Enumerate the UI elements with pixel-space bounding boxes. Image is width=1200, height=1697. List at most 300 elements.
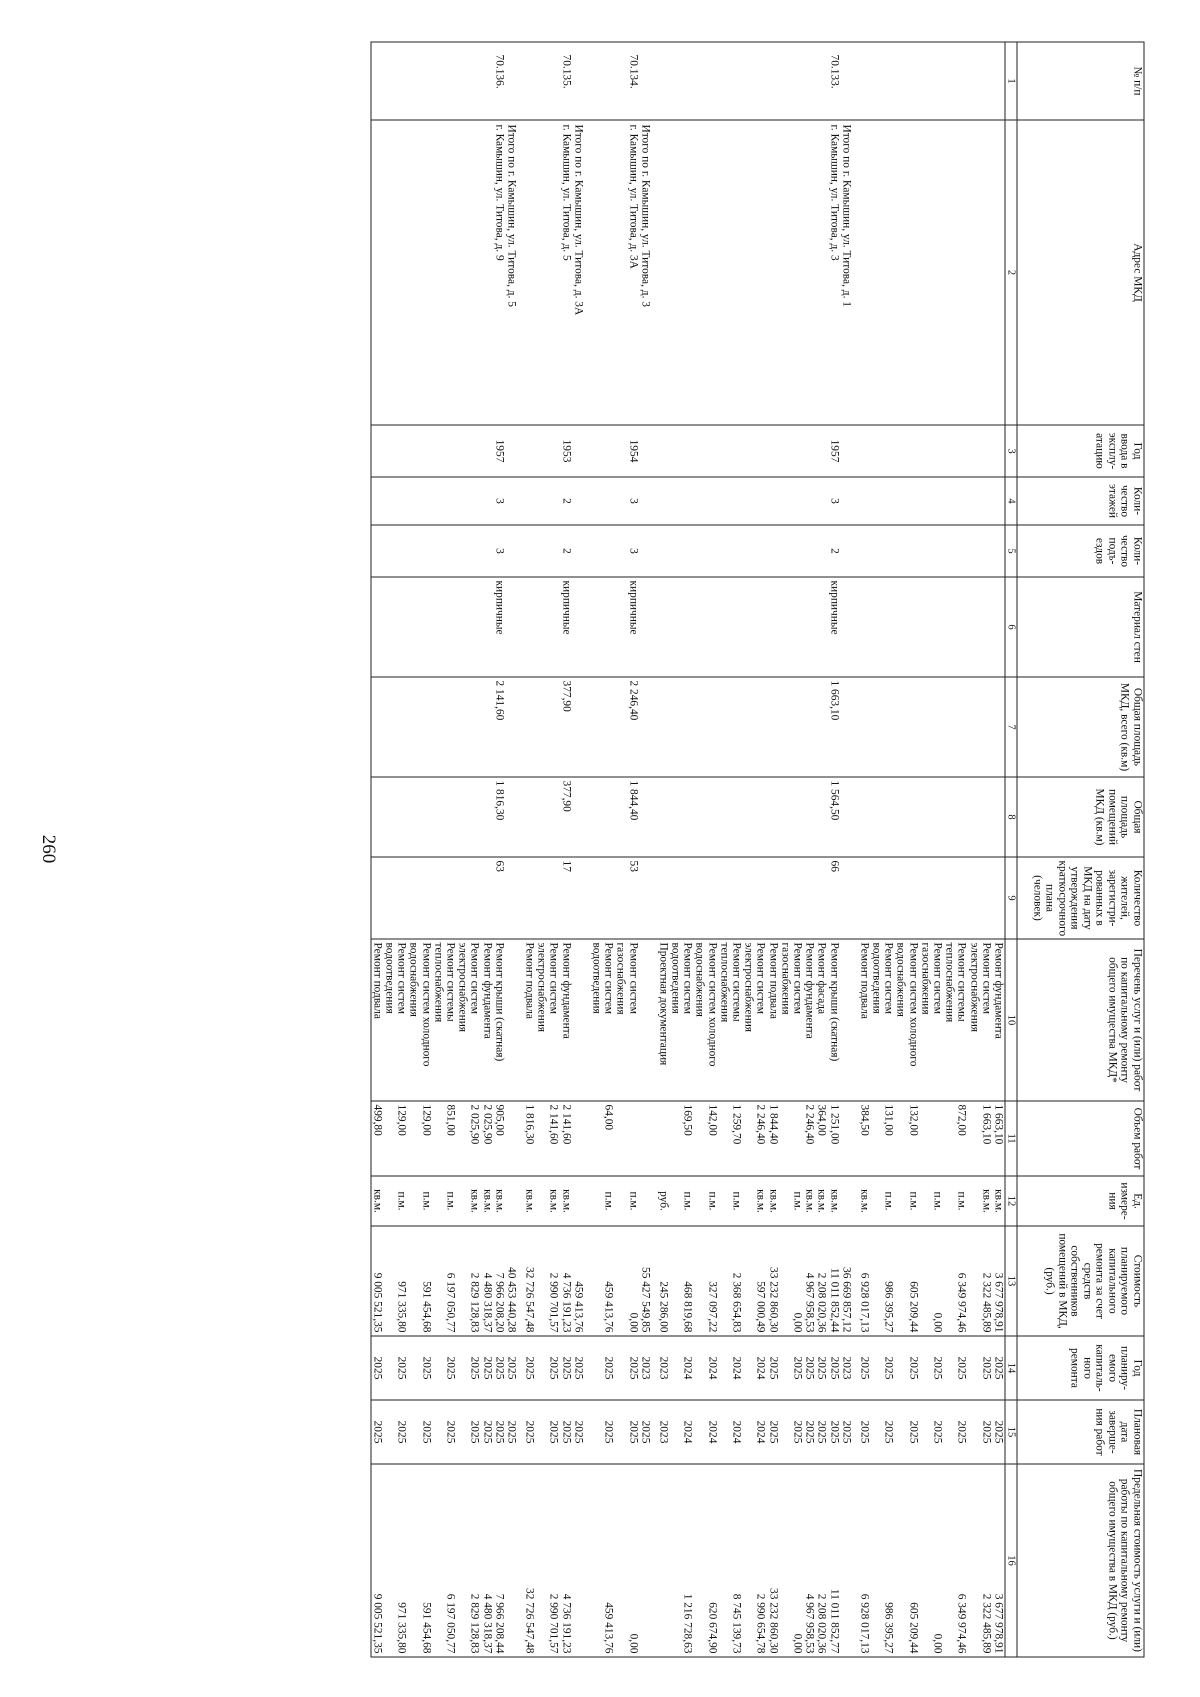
- address-cell: [718, 120, 730, 425]
- residents-count-cell: [572, 857, 590, 939]
- premises-area-cell: 1 816,30: [493, 777, 505, 857]
- premises-area-cell: [870, 777, 882, 857]
- row-number-cell: [718, 42, 730, 120]
- page-number: 260: [38, 834, 59, 864]
- total-row: [572, 42, 590, 1657]
- work-type-cell: теплоснабжения: [943, 939, 955, 1101]
- address-cell: Итого по г. Камышин, ул. Титова, д. 3: [639, 120, 657, 425]
- work-type-cell: водоотведения: [870, 939, 882, 1101]
- work-volume-cell: 64,00: [602, 1101, 614, 1176]
- entrances-count-cell: [536, 525, 548, 577]
- unit-cell: кв.м.: [481, 1176, 493, 1226]
- work-type-cell: Ремонт систем: [396, 939, 408, 1101]
- premises-area-cell: [615, 777, 627, 857]
- limit-cost-cell: [694, 1464, 706, 1657]
- address-cell: [931, 120, 943, 425]
- column-number: 1: [1005, 42, 1017, 120]
- unit-cell: кв.м.: [816, 1176, 828, 1226]
- work-type-cell: теплоснабжения: [718, 939, 730, 1101]
- floors-count-cell: [943, 477, 955, 525]
- row-number-cell: [931, 42, 943, 120]
- column-number: 14: [1005, 1336, 1017, 1400]
- unit-cell: п.м.: [706, 1176, 718, 1226]
- total-area-cell: [536, 677, 548, 777]
- planned-year-cell: 2024: [730, 1336, 742, 1400]
- entrances-count-cell: [371, 525, 384, 577]
- unit-cell: кв.м.: [523, 1176, 535, 1226]
- floors-count-cell: [408, 477, 420, 525]
- commission-year-cell: [840, 425, 858, 477]
- work-type-cell: Ремонт подвала: [371, 939, 384, 1101]
- entrances-count-cell: [791, 525, 803, 577]
- work-type-cell: Ремонт системы: [730, 939, 742, 1101]
- row-number-cell: [536, 42, 548, 120]
- limit-cost-cell: 0,00: [931, 1464, 943, 1657]
- work-type-cell: водоотведения: [590, 939, 602, 1101]
- residents-count-cell: [444, 857, 456, 939]
- planned-year-cell: [779, 1336, 791, 1400]
- planned-year-cell: 2024: [755, 1336, 767, 1400]
- premises-area-cell: [590, 777, 602, 857]
- planned-cost-cell: [694, 1226, 706, 1336]
- address-cell: Итого по г. Камышин, ул. Титова, д. 1: [840, 120, 858, 425]
- limit-cost-cell: [383, 1464, 395, 1657]
- work-volume-cell: [457, 1101, 469, 1176]
- commission-year-cell: [791, 425, 803, 477]
- premises-area-cell: [602, 777, 614, 857]
- floors-count-cell: [383, 477, 395, 525]
- premises-area-cell: [505, 777, 523, 857]
- premises-area-cell: [469, 777, 481, 857]
- total-area-cell: 1 663,10: [828, 677, 840, 777]
- table-row: [742, 42, 754, 1657]
- entrances-count-cell: [943, 525, 955, 577]
- table-row: [548, 42, 560, 1657]
- commission-year-cell: [870, 425, 882, 477]
- column-number: 6: [1005, 577, 1017, 677]
- floors-count-cell: [457, 477, 469, 525]
- work-type-cell: электроснабжения: [457, 939, 469, 1101]
- planned-cost-cell: 4 967 958,53: [803, 1226, 815, 1336]
- total-area-cell: [432, 677, 444, 777]
- work-type-cell: [639, 939, 657, 1101]
- residents-count-cell: 63: [493, 857, 505, 939]
- work-volume-cell: [536, 1101, 548, 1176]
- header-cell: Объем работ: [1017, 1101, 1144, 1176]
- wall-material-cell: [779, 577, 791, 677]
- commission-year-cell: [444, 425, 456, 477]
- floors-count-cell: [730, 477, 742, 525]
- planned-cost-cell: 3 677 978,91: [992, 1226, 1005, 1336]
- premises-area-cell: [396, 777, 408, 857]
- commission-year-cell: [980, 425, 992, 477]
- commission-year-cell: [895, 425, 907, 477]
- unit-cell: кв.м.: [980, 1176, 992, 1226]
- planned-year-cell: 2025: [523, 1336, 535, 1400]
- planned-cost-cell: 327 097,22: [706, 1226, 718, 1336]
- row-number-cell: [694, 42, 706, 120]
- premises-area-cell: [767, 777, 779, 857]
- residents-count-cell: [639, 857, 657, 939]
- limit-cost-cell: 11 011 852,77: [828, 1464, 840, 1657]
- premises-area-cell: [803, 777, 815, 857]
- row-number-cell: [858, 42, 870, 120]
- work-volume-cell: [615, 1101, 627, 1176]
- entrances-count-cell: [505, 525, 523, 577]
- planned-cost-cell: 0,00: [931, 1226, 943, 1336]
- planned-cost-cell: 591 454,68: [420, 1226, 432, 1336]
- header-cell: Год ввода в эксплу-атацию: [1017, 425, 1144, 477]
- wall-material-cell: [536, 577, 548, 677]
- total-area-cell: [669, 677, 681, 777]
- planned-cost-cell: [615, 1226, 627, 1336]
- work-type-cell: Ремонт систем: [681, 939, 693, 1101]
- limit-cost-cell: 6 197 050,77: [444, 1464, 456, 1657]
- unit-cell: [572, 1176, 590, 1226]
- entrances-count-cell: [767, 525, 779, 577]
- residents-count-cell: [882, 857, 894, 939]
- work-volume-cell: [572, 1101, 590, 1176]
- table-row: [943, 42, 955, 1657]
- work-volume-cell: [742, 1101, 754, 1176]
- end-year-cell: 2025: [444, 1400, 456, 1464]
- table-row: [396, 42, 408, 1657]
- unit-cell: [968, 1176, 980, 1226]
- residents-count-cell: [742, 857, 754, 939]
- work-type-cell: [572, 939, 590, 1101]
- wall-material-cell: [657, 577, 669, 677]
- entrances-count-cell: [730, 525, 742, 577]
- work-type-cell: [840, 939, 858, 1101]
- row-number-cell: 70.133.: [828, 42, 840, 120]
- residents-count-cell: [615, 857, 627, 939]
- premises-area-cell: [779, 777, 791, 857]
- wall-material-cell: [694, 577, 706, 677]
- residents-count-cell: [706, 857, 718, 939]
- end-year-cell: 2024: [706, 1400, 718, 1464]
- end-year-cell: 2025: [572, 1400, 590, 1464]
- total-area-cell: [420, 677, 432, 777]
- work-type-cell: водоотведения: [669, 939, 681, 1101]
- address-cell: [968, 120, 980, 425]
- premises-area-cell: [420, 777, 432, 857]
- planned-cost-cell: 459 413,76: [602, 1226, 614, 1336]
- wall-material-cell: кирпичные: [493, 577, 505, 677]
- planned-year-cell: [408, 1336, 420, 1400]
- entrances-count-cell: [968, 525, 980, 577]
- table-row: [523, 42, 535, 1657]
- end-year-cell: 2024: [681, 1400, 693, 1464]
- work-type-cell: Ремонт систем: [931, 939, 943, 1101]
- planned-year-cell: [919, 1336, 931, 1400]
- wall-material-cell: [572, 577, 590, 677]
- premises-area-cell: [408, 777, 420, 857]
- commission-year-cell: [907, 425, 919, 477]
- address-cell: [432, 120, 444, 425]
- residents-count-cell: [870, 857, 882, 939]
- row-number-cell: [791, 42, 803, 120]
- planned-cost-cell: 2 368 654,83: [730, 1226, 742, 1336]
- work-type-cell: теплоснабжения: [432, 939, 444, 1101]
- wall-material-cell: [548, 577, 560, 677]
- row-number-cell: [968, 42, 980, 120]
- row-number-cell: [523, 42, 535, 120]
- wall-material-cell: [383, 577, 395, 677]
- planned-year-cell: 2024: [681, 1336, 693, 1400]
- floors-count-cell: [602, 477, 614, 525]
- limit-cost-cell: 1 216 728,63: [681, 1464, 693, 1657]
- planned-cost-cell: 245 286,00: [657, 1226, 669, 1336]
- total-area-cell: [444, 677, 456, 777]
- unit-cell: кв.м.: [803, 1176, 815, 1226]
- planned-year-cell: 2025: [882, 1336, 894, 1400]
- premises-area-cell: [968, 777, 980, 857]
- commission-year-cell: 1953: [560, 425, 572, 477]
- wall-material-cell: [980, 577, 992, 677]
- planned-year-cell: 2025: [396, 1336, 408, 1400]
- floors-count-cell: [718, 477, 730, 525]
- end-year-cell: 2025: [602, 1400, 614, 1464]
- total-area-cell: [840, 677, 858, 777]
- commission-year-cell: [882, 425, 894, 477]
- address-cell: [706, 120, 718, 425]
- wall-material-cell: [615, 577, 627, 677]
- address-cell: г. Камышин, ул. Титова, д. 3А: [627, 120, 639, 425]
- unit-cell: [779, 1176, 791, 1226]
- premises-area-cell: [956, 777, 968, 857]
- planned-cost-cell: 32 726 547,48: [523, 1226, 535, 1336]
- premises-area-cell: [919, 777, 931, 857]
- planned-year-cell: 2025: [420, 1336, 432, 1400]
- limit-cost-cell: [505, 1464, 523, 1657]
- unit-cell: [457, 1176, 469, 1226]
- table-row: [481, 42, 493, 1657]
- work-volume-cell: [718, 1101, 730, 1176]
- row-number-cell: [803, 42, 815, 120]
- limit-cost-cell: 32 726 547,48: [523, 1464, 535, 1657]
- row-number-cell: 70.134.: [627, 42, 639, 120]
- table-row: [895, 42, 907, 1657]
- entrances-count-cell: [383, 525, 395, 577]
- work-type-cell: Ремонт систем холодного: [907, 939, 919, 1101]
- end-year-cell: 2025: [639, 1400, 657, 1464]
- residents-count-cell: [523, 857, 535, 939]
- column-number: 2: [1005, 120, 1017, 425]
- entrances-count-cell: [432, 525, 444, 577]
- table-row: [870, 42, 882, 1657]
- row-number-cell: [919, 42, 931, 120]
- limit-cost-cell: 986 395,27: [882, 1464, 894, 1657]
- work-type-cell: Ремонт систем: [602, 939, 614, 1101]
- floors-count-cell: [791, 477, 803, 525]
- residents-count-cell: [432, 857, 444, 939]
- floors-count-cell: [779, 477, 791, 525]
- end-year-cell: 2025: [371, 1400, 384, 1464]
- residents-count-cell: 66: [828, 857, 840, 939]
- unit-cell: [432, 1176, 444, 1226]
- commission-year-cell: [956, 425, 968, 477]
- work-volume-cell: [657, 1101, 669, 1176]
- row-number-cell: [615, 42, 627, 120]
- unit-cell: п.м.: [681, 1176, 693, 1226]
- entrances-count-cell: [602, 525, 614, 577]
- entrances-count-cell: [548, 525, 560, 577]
- commission-year-cell: [457, 425, 469, 477]
- planned-year-cell: [432, 1336, 444, 1400]
- unit-cell: кв.м.: [371, 1176, 384, 1226]
- planned-year-cell: 2023: [639, 1336, 657, 1400]
- limit-cost-cell: 2 990 654,78: [755, 1464, 767, 1657]
- commission-year-cell: [858, 425, 870, 477]
- entrances-count-cell: [457, 525, 469, 577]
- end-year-cell: 2025: [956, 1400, 968, 1464]
- row-number-cell: [657, 42, 669, 120]
- table-row: [718, 42, 730, 1657]
- unit-cell: кв.м.: [560, 1176, 572, 1226]
- table-row: [444, 42, 456, 1657]
- planned-cost-cell: 33 232 860,30: [767, 1226, 779, 1336]
- entrances-count-cell: [919, 525, 931, 577]
- address-cell: [803, 120, 815, 425]
- end-year-cell: [590, 1400, 602, 1464]
- entrances-count-cell: [931, 525, 943, 577]
- work-volume-cell: 1 816,30: [523, 1101, 535, 1176]
- floors-count-cell: [615, 477, 627, 525]
- total-row: [639, 42, 657, 1657]
- header-cell: Материал стен: [1017, 577, 1144, 677]
- column-number: 13: [1005, 1226, 1017, 1336]
- entrances-count-cell: [572, 525, 590, 577]
- end-year-cell: [669, 1400, 681, 1464]
- commission-year-cell: [931, 425, 943, 477]
- residents-count-cell: [371, 857, 384, 939]
- work-type-cell: Ремонт систем: [755, 939, 767, 1101]
- total-area-cell: [657, 677, 669, 777]
- row-number-cell: [742, 42, 754, 120]
- commission-year-cell: [730, 425, 742, 477]
- planned-year-cell: 2025: [907, 1336, 919, 1400]
- unit-cell: кв.м.: [767, 1176, 779, 1226]
- limit-cost-cell: [943, 1464, 955, 1657]
- row-number-cell: [895, 42, 907, 120]
- work-volume-cell: [779, 1101, 791, 1176]
- limit-cost-cell: [639, 1464, 657, 1657]
- planned-year-cell: 2025: [548, 1336, 560, 1400]
- work-volume-cell: [627, 1101, 639, 1176]
- floors-count-cell: [755, 477, 767, 525]
- unit-cell: руб.: [657, 1176, 669, 1226]
- work-type-cell: Ремонт систем холодного: [420, 939, 432, 1101]
- total-area-cell: [548, 677, 560, 777]
- wall-material-cell: [956, 577, 968, 677]
- premises-area-cell: [694, 777, 706, 857]
- work-volume-cell: 169,50: [681, 1101, 693, 1176]
- row-number-cell: 70.135.: [560, 42, 572, 120]
- residents-count-cell: [536, 857, 548, 939]
- wall-material-cell: [870, 577, 882, 677]
- wall-material-cell: кирпичные: [627, 577, 639, 677]
- total-area-cell: [816, 677, 828, 777]
- limit-cost-cell: 459 413,76: [602, 1464, 614, 1657]
- residents-count-cell: [968, 857, 980, 939]
- limit-cost-cell: [968, 1464, 980, 1657]
- work-type-cell: Ремонт крыши (скатная): [828, 939, 840, 1101]
- planned-year-cell: 2025: [627, 1336, 639, 1400]
- limit-cost-cell: [408, 1464, 420, 1657]
- row-number-cell: [420, 42, 432, 120]
- table-row: [767, 42, 779, 1657]
- entrances-count-cell: [980, 525, 992, 577]
- end-year-cell: 2025: [931, 1400, 943, 1464]
- residents-count-cell: [408, 857, 420, 939]
- floors-count-cell: [840, 477, 858, 525]
- premises-area-cell: [669, 777, 681, 857]
- commission-year-cell: [548, 425, 560, 477]
- address-cell: [742, 120, 754, 425]
- work-volume-cell: [505, 1101, 523, 1176]
- premises-area-cell: [457, 777, 469, 857]
- end-year-cell: [779, 1400, 791, 1464]
- unit-cell: [383, 1176, 395, 1226]
- planned-year-cell: [718, 1336, 730, 1400]
- floors-count-cell: [396, 477, 408, 525]
- floors-count-cell: 3: [627, 477, 639, 525]
- premises-area-cell: [681, 777, 693, 857]
- residents-count-cell: [907, 857, 919, 939]
- work-volume-cell: 851,00: [444, 1101, 456, 1176]
- wall-material-cell: [803, 577, 815, 677]
- premises-area-cell: [730, 777, 742, 857]
- floors-count-cell: [469, 477, 481, 525]
- work-type-cell: Проектная документация: [657, 939, 669, 1101]
- residents-count-cell: [457, 857, 469, 939]
- total-area-cell: [694, 677, 706, 777]
- row-number-cell: [457, 42, 469, 120]
- work-type-cell: электроснабжения: [968, 939, 980, 1101]
- rotated-table-sheet: [57, 42, 1145, 1657]
- address-cell: [816, 120, 828, 425]
- entrances-count-cell: [742, 525, 754, 577]
- residents-count-cell: 17: [560, 857, 572, 939]
- end-year-cell: [536, 1400, 548, 1464]
- row-number-cell: [730, 42, 742, 120]
- entrances-count-cell: [870, 525, 882, 577]
- limit-cost-cell: [840, 1464, 858, 1657]
- planned-cost-cell: [718, 1226, 730, 1336]
- work-volume-cell: [895, 1101, 907, 1176]
- address-cell: [730, 120, 742, 425]
- planned-year-cell: 2025: [791, 1336, 803, 1400]
- work-type-cell: Ремонт подвала: [858, 939, 870, 1101]
- total-area-cell: [943, 677, 955, 777]
- total-area-cell: [481, 677, 493, 777]
- premises-area-cell: [481, 777, 493, 857]
- unit-cell: [505, 1176, 523, 1226]
- planned-year-cell: [968, 1336, 980, 1400]
- limit-cost-cell: [919, 1464, 931, 1657]
- table-row: [694, 42, 706, 1657]
- residents-count-cell: [694, 857, 706, 939]
- wall-material-cell: [457, 577, 469, 677]
- work-volume-cell: 2 141,60: [560, 1101, 572, 1176]
- end-year-cell: 2025: [907, 1400, 919, 1464]
- row-number-cell: [371, 42, 384, 120]
- work-type-cell: электроснабжения: [742, 939, 754, 1101]
- table-row: [956, 42, 968, 1657]
- unit-cell: [943, 1176, 955, 1226]
- wall-material-cell: [895, 577, 907, 677]
- unit-cell: [590, 1176, 602, 1226]
